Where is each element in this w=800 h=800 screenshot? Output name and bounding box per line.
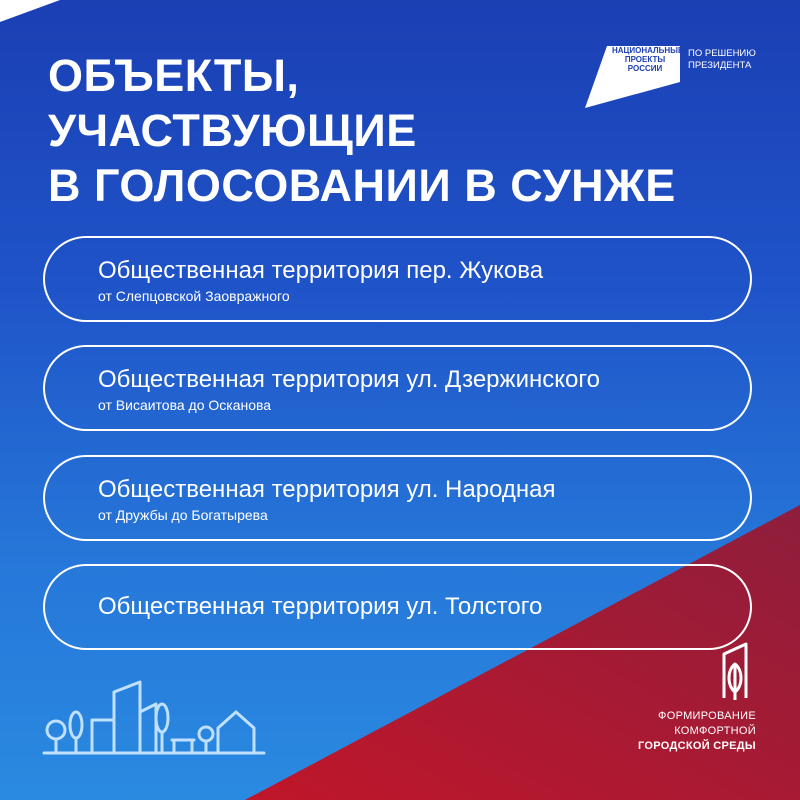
logo-line: ПРЕЗИДЕНТА: [688, 60, 752, 71]
object-detail: от Дружбы до Богатырева: [98, 507, 268, 523]
logo-line: КОМФОРТНОЙ: [674, 725, 756, 737]
object-card-dzerzhinskogo: [43, 345, 752, 431]
object-name: Общественная территория ул. Толстого: [98, 593, 543, 620]
object-card-tolstogo: [43, 564, 752, 650]
city-skyline-icon: [40, 680, 270, 760]
object-card-zhukova: [43, 236, 752, 322]
logo-line: РОССИИ: [627, 64, 663, 73]
logo-line: ГОРОДСКОЙ СРЕДЫ: [638, 740, 756, 752]
national-projects-logo-text: [612, 46, 684, 73]
page-title: [48, 46, 684, 213]
logo-line: ПРОЕКТЫ: [624, 55, 666, 64]
object-detail: от Висаитова до Осканова: [98, 397, 272, 413]
object-name: Общественная территория пер. Жукова: [98, 257, 544, 284]
logo-line: НАЦИОНАЛЬНЫЕ: [612, 46, 684, 55]
title-line: В ГОЛОСОВАНИИ В СУНЖЕ: [48, 160, 676, 211]
logo-line: ПО РЕШЕНИЮ: [688, 48, 756, 59]
title-line: ОБЪЕКТЫ,: [48, 50, 300, 101]
object-card-narodnaya: [43, 455, 752, 541]
title-line: УЧАСТВУЮЩИЕ: [48, 105, 417, 156]
logo-line: ФОРМИРОВАНИЕ: [658, 710, 756, 722]
comfortable-environment-logo-icon: [718, 640, 752, 702]
object-name: Общественная территория ул. Дзержинского: [98, 366, 600, 393]
object-name: Общественная территория ул. Народная: [98, 476, 556, 503]
comfortable-environment-logo-text: [638, 709, 756, 754]
presidential-decision-text: [688, 48, 756, 72]
object-detail: от Слепцовской Заовражного: [98, 288, 290, 304]
